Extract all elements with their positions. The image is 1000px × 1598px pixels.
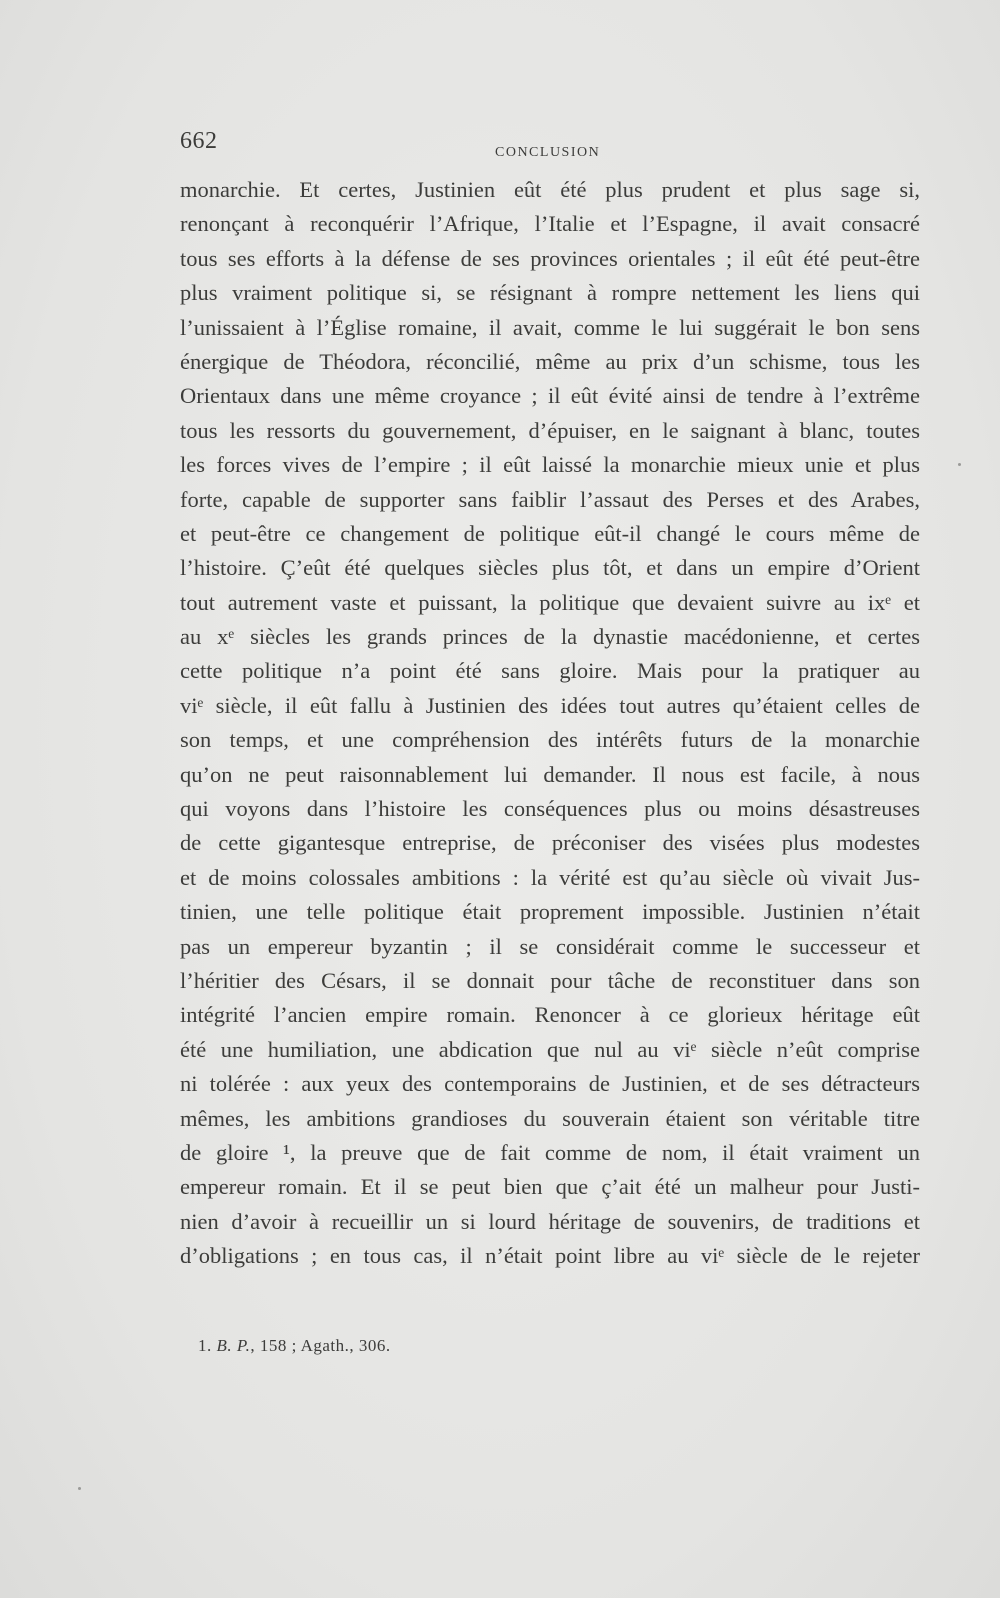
text-line: d’obligations ; en tous cas, il n’était point libre au viᵉ siècle de le rejeter	[180, 1243, 920, 1269]
text-line: cette politique n’a point été sans gloire. Mais pour la pratiquer au	[180, 658, 920, 684]
text-line: de gloire ¹, la preuve que de fait comme de nom, il était vraiment un	[180, 1139, 920, 1165]
text-line: intégrité l’ancien empire romain. Renoncer à ce glorieux héritage eût	[180, 1002, 920, 1028]
text-line: de cette gigantesque entreprise, de préconiser des visées plus modestes	[180, 830, 920, 856]
text-line: mêmes, les ambitions grandioses du souverain étaient son véritable titre	[180, 1105, 920, 1131]
text-line: son temps, et une compréhension des intérêts futurs de la monarchie	[180, 727, 920, 753]
text-line: pas un empereur byzantin ; il se considérait comme le successeur et	[180, 933, 920, 959]
text-line: énergique de Théodora, réconcilié, même au prix d’un schisme, tous les	[180, 348, 920, 374]
text-line: l’héritier des Césars, il se donnait pour tâche de reconstituer dans son	[180, 967, 920, 993]
body-text	[180, 173, 920, 1274]
text-line: monarchie. Et certes, Justinien eût été plus prudent et plus sage si,	[180, 177, 920, 202]
footnote-reference: B. P.	[216, 1336, 251, 1355]
text-line: les forces vives de l’empire ; il eût laissé la monarchie mieux unie et plus	[180, 452, 920, 478]
running-title: CONCLUSION	[495, 145, 601, 160]
text-line: tinien, une telle politique était proprement impossible. Justinien n’était	[180, 899, 920, 925]
footnote-text: , 158 ; Agath., 306.	[250, 1336, 391, 1355]
text-line: plus vraiment politique si, se résignant à rompre nettement les liens qui	[180, 280, 920, 306]
text-line: été une humiliation, une abdication que nul au viᵉ siècle n’eût comprise	[180, 1036, 920, 1062]
text-line: et peut-être ce changement de politique eût-il changé le cours même de	[180, 520, 920, 546]
text-line: Orientaux dans une même croyance ; il eût évité ainsi de tendre à l’extrême	[180, 383, 920, 409]
text-line: tout autrement vaste et puissant, la politique que devaient suivre au ixᵉ et	[180, 589, 920, 615]
text-line: ni tolérée : aux yeux des contemporains de Justinien, et de ses détracteurs	[180, 1071, 920, 1097]
text-line: au xᵉ siècles les grands princes de la dynastie macédonienne, et certes	[180, 624, 920, 650]
text-line: empereur romain. Et il se peut bien que ç’ait été un malheur pour Justi-	[180, 1174, 920, 1200]
text-line: l’unissaient à l’Église romaine, il avait, comme le lui suggérait le bon sens	[180, 314, 920, 340]
text-line: qui voyons dans l’histoire les conséquences plus ou moins désastreuses	[180, 796, 920, 822]
footnote-marker: 1.	[198, 1336, 212, 1355]
paper-speck	[958, 463, 961, 466]
text-line: tous les ressorts du gouvernement, d’épuiser, en le saignant à blanc, toutes	[180, 417, 920, 443]
text-line: qu’on ne peut raisonnablement lui demander. Il nous est facile, à nous	[180, 761, 920, 787]
text-line: nien d’avoir à recueillir un si lourd héritage de souvenirs, de traditions et	[180, 1208, 920, 1234]
text-line: tous ses efforts à la défense de ses provinces orientales ; il eût été peut-être	[180, 245, 920, 271]
text-line: renonçant à reconquérir l’Afrique, l’Italie et l’Espagne, il avait consacré	[180, 211, 920, 237]
text-line: et de moins colossales ambitions : la vérité est qu’au siècle où vivait Jus-	[180, 864, 920, 890]
footnote	[198, 1336, 391, 1356]
paper-speck	[78, 1487, 81, 1490]
text-line: l’histoire. Ç’eût été quelques siècles plus tôt, et dans un empire d’Orient	[180, 555, 920, 581]
text-line: viᵉ siècle, il eût fallu à Justinien des idées tout autres qu’étaient celles de	[180, 692, 920, 718]
text-line: forte, capable de supporter sans faiblir l’assaut des Perses et des Arabes,	[180, 486, 920, 512]
page-number: 662	[180, 128, 218, 154]
